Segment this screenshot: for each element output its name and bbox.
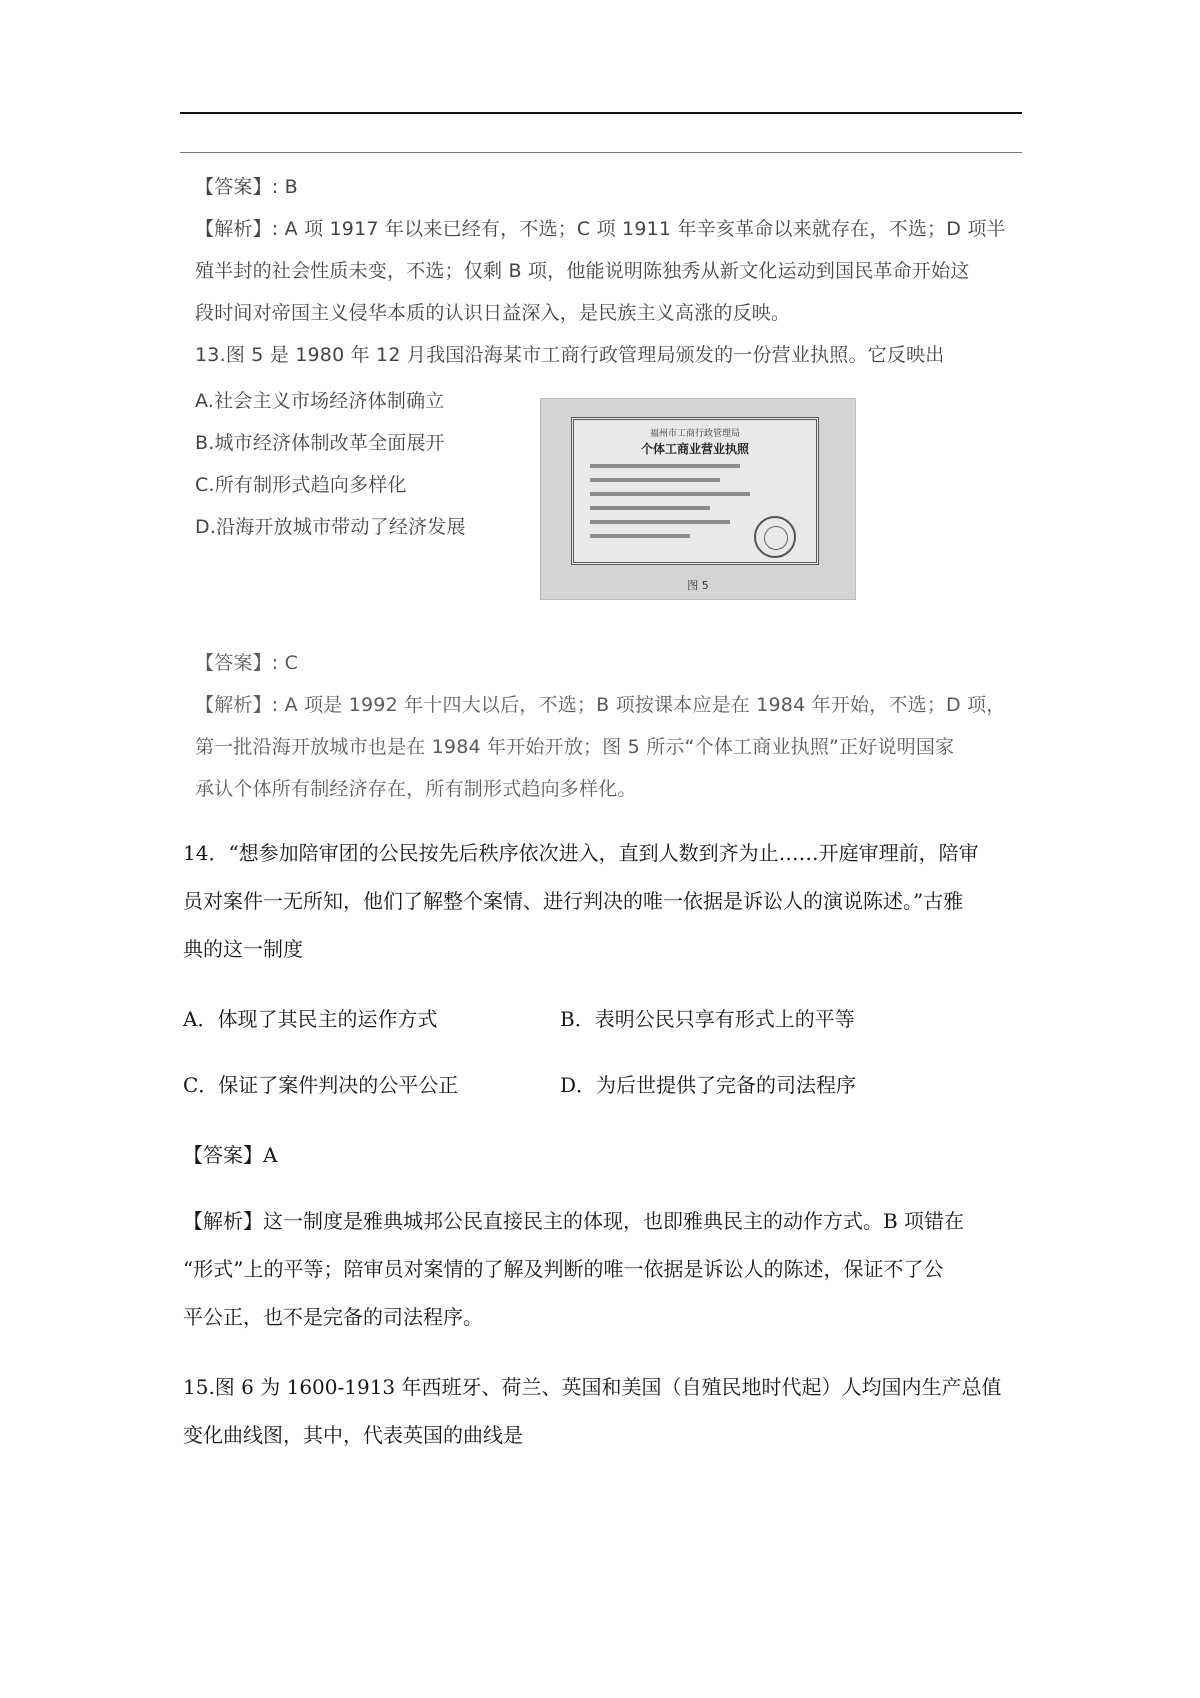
q14-option-a: A．体现了其民主的运作方式 [183,1007,438,1031]
q14-option-d: D．为后世提供了完备的司法程序 [560,1073,857,1097]
q12-analysis-line: 【解析】: A 项 1917 年以来已经有，不选；C 项 1911 年辛亥革命以来就存在，不选；D 项半 [195,218,1006,240]
q14-stem-line: 典的这一制度 [183,937,303,961]
license-row [590,520,730,524]
license-title: 个体工商业营业执照 [640,442,749,456]
figure-caption: 图 5 [687,579,709,592]
license-row [590,506,710,510]
header-rule [180,112,1022,114]
official-seal-icon [754,516,796,558]
q14-analysis-line: “形式”上的平等；陪审员对案情的了解及判断的唯一依据是诉讼人的陈述，保证不了公 [183,1257,944,1281]
q14-option-c: C．保证了案件判决的公平公正 [183,1073,459,1097]
q14-analysis-line: 【解析】这一制度是雅典城邦公民直接民主的体现，也即雅典民主的动作方式。B 项错在 [183,1209,965,1233]
q12-analysis-line: 段时间对帝国主义侵华本质的认识日益深入，是民族主义高涨的反映。 [195,302,791,324]
license-document [571,417,819,565]
license-row [590,492,750,496]
license-issuer: 福州市工商行政管理局 [649,429,740,439]
license-row [590,478,720,482]
q14-answer: 【答案】A [183,1143,278,1167]
figure-5-business-license [540,398,856,600]
q12-answer: 【答案】: B [195,176,298,198]
q13-option-c: C.所有制形式趋向多样化 [195,474,407,496]
q14-stem-line: 14．“想参加陪审团的公民按先后秩序依次进入，直到人数到齐为止……开庭审理前，陪审 [183,841,979,865]
q14-option-b: B．表明公民只享有形式上的平等 [560,1007,855,1031]
q15-stem-line: 变化曲线图，其中，代表英国的曲线是 [183,1423,523,1447]
q15-stem-line: 15.图 6 为 1600-1913 年西班牙、荷兰、英国和美国（自殖民地时代起）人均国内生产总值 [183,1375,1002,1399]
license-row [590,464,740,468]
q13-option-a: A.社会主义市场经济体制确立 [195,390,445,412]
q13-analysis-line: 第一批沿海开放城市也是在 1984 年开始开放；图 5 所示“个体工商业执照”正好说明国家 [195,736,955,758]
q14-stem-line: 员对案件一无所知，他们了解整个案情、进行判决的唯一依据是诉讼人的演说陈述。”古雅 [183,889,964,913]
license-row [590,534,690,538]
header-subrule [180,152,1022,153]
q12-analysis-line: 殖半封的社会性质未变，不选；仅剩 B 项，他能说明陈独秀从新文化运动到国民革命开始这 [195,260,970,282]
q13-stem: 13.图 5 是 1980 年 12 月我国沿海某市工商行政管理局颁发的一份营业执照。它反映出 [195,344,945,366]
q13-option-d: D.沿海开放城市带动了经济发展 [195,516,466,538]
q13-answer: 【答案】: C [195,652,299,674]
q14-analysis-line: 平公正，也不是完备的司法程序。 [183,1305,483,1329]
q13-option-b: B.城市经济体制改革全面展开 [195,432,445,454]
q13-analysis-line: 【解析】: A 项是 1992 年十四大以后，不选；B 项按课本应是在 1984 年开始，不选；D 项， [195,694,1006,716]
q13-analysis-line: 承认个体所有制经济存在，所有制形式趋向多样化。 [195,778,637,800]
